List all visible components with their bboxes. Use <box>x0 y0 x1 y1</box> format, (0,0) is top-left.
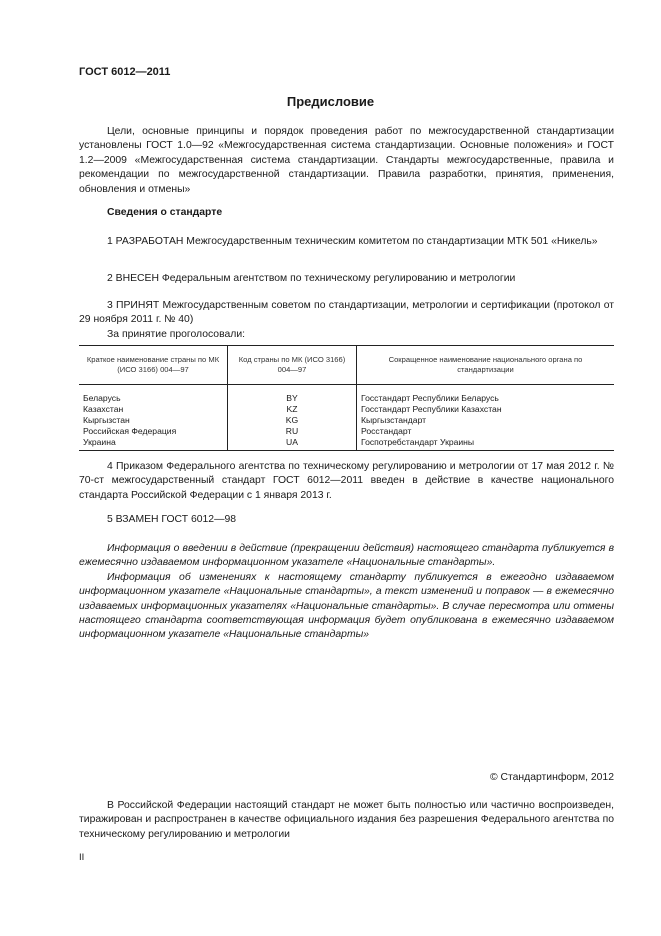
country-cell: Казахстан <box>83 404 124 414</box>
item-developed-block <box>79 235 614 249</box>
country-cell: Беларусь <box>83 393 121 403</box>
section-heading: Сведения о стандарте <box>107 207 223 218</box>
body-cell: Госстандарт Республики Казахстан <box>357 404 615 415</box>
member-states-table <box>79 345 614 451</box>
body-cell: Росстандарт <box>357 426 615 437</box>
item-developed: 1 РАЗРАБОТАН Межгосударственным техническим комитетом по стандартизации МТК 501 «Никель» <box>107 236 598 247</box>
item-adopted-block <box>79 299 614 342</box>
item-replaces: 5 ВЗАМЕН ГОСТ 6012—98 <box>107 514 237 525</box>
body-cell: Кыргызстандарт <box>357 415 615 426</box>
table-row <box>79 404 614 415</box>
item-enacted: 4 Приказом Федерального агентства по техническому регулированию и метрологии от 17 мая 2012 г. № 70-ст межгосударственный стандарт ГОСТ 6012—2011 введен в действие в качестве национального стандарта Российской Федерации с 1 января 2013 г. <box>79 461 614 501</box>
column-header-body: Сокращенное наименование национального органа по стандартизации <box>357 346 615 385</box>
voted-label: За принятие проголосовали: <box>107 328 246 340</box>
doc-code: ГОСТ 6012—2011 <box>79 66 171 78</box>
table-row <box>79 415 614 426</box>
page-number: II <box>79 852 85 863</box>
info-block <box>79 542 614 643</box>
code-cell: KG <box>228 415 357 426</box>
intro-block <box>79 125 614 197</box>
country-cell: Кыргызстан <box>83 415 130 425</box>
column-header-code: Код страны по МК (ИСО 3166) 004—97 <box>228 346 357 385</box>
code-cell: RU <box>228 426 357 437</box>
item-introduced-block <box>79 272 614 286</box>
page-title: Предисловие <box>286 94 375 109</box>
body-cell: Госстандарт Республики Беларусь <box>357 385 615 405</box>
column-header-country: Краткое наименование страны по МК (ИСО 3166) 004—97 <box>79 346 228 385</box>
country-cell: Украина <box>79 437 228 451</box>
table-row <box>79 426 614 437</box>
info-paragraph-1: Информация о введении в действие (прекращении действия) настоящего стандарта публикуется в ежемесячно издаваемом информационном указателе «Национальные стандарты». <box>79 543 614 569</box>
legal-block <box>79 799 614 842</box>
table-row <box>79 385 614 405</box>
code-cell: KZ <box>228 404 357 415</box>
section-heading-block <box>79 206 614 220</box>
code-cell: UA <box>228 437 357 451</box>
item-replaces-block <box>79 513 614 527</box>
intro-paragraph: Цели, основные принципы и порядок проведения работ по межгосударственной стандартизации установлены ГОСТ 1.0—92 «Межгосударственная система стандартизации. Основные положения» и ГОСТ 1.2—2009 «Межгосударственная система стандартизации. Стандарты межгосударственные, правила и рекомендации по межгосударственной стандартизации. Правила разработки, принятия, применения, обновления и отмены» <box>79 126 614 195</box>
legal-notice: В Российской Федерации настоящий стандарт не может быть полностью или частично воспроизведен, тиражирован и распространен в качестве официального издания без разрешения Федерального агентства по техническому регулированию и метрологии <box>79 800 614 840</box>
code-cell: BY <box>228 385 357 405</box>
country-cell: Российская Федерация <box>83 426 177 436</box>
table-header-row <box>79 346 614 385</box>
item-enacted-block <box>79 460 614 503</box>
item-adopted: 3 ПРИНЯТ Межгосударственным советом по стандартизации, метрологии и сертификации (протокол от 29 ноября 2011 г. № 40) <box>79 300 614 326</box>
copyright: © Стандартинформ, 2012 <box>489 772 614 783</box>
info-paragraph-2: Информация об изменениях к настоящему стандарту публикуется в ежегодно издаваемом информационном указателе «Национальные стандарты», а текст изменений и поправок — в ежемесячно издаваемых информационных указателях «Национальные стандарты». В случае пересмотра или отмены настоящего стандарта соответствующая информация будет опубликована в ежемесячно издаваемом информационном указателе «Национальные стандарты» <box>79 571 614 641</box>
item-introduced: 2 ВНЕСЕН Федеральным агентством по техническому регулированию и метрологии <box>107 273 516 284</box>
table-row <box>79 437 614 451</box>
body-cell: Госпотребстандарт Украины <box>357 437 615 451</box>
